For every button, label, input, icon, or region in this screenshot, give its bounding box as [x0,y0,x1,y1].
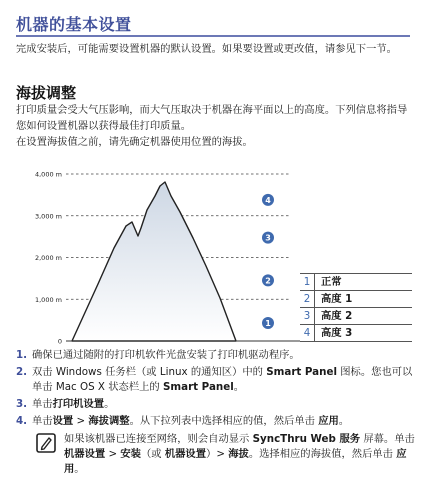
zone-badge-number: 4 [265,195,271,205]
zone-badges [262,194,274,329]
bold-term: 机器设置 [64,448,106,460]
altitude-tick-label: 2,000 m [34,254,62,262]
step-text [32,397,416,412]
step-text [32,348,416,363]
altitude-legend-number: 1 [303,276,311,288]
text-run: 确保已通过随附的打印机软件光盘安装了打印机驱动程序。 [32,349,300,361]
altitude-legend-separator [314,291,315,307]
step-number: 2. [16,366,28,378]
altitude-legend-row [300,308,412,325]
zone-badge-number: 1 [265,319,271,328]
altitude-legend-row [300,325,412,342]
text-run: 单击 [32,415,53,427]
mountain-shape [72,182,236,341]
step-item [16,348,416,363]
bold-term: 海拔调整 [88,415,130,427]
text-run: ）> [206,448,229,460]
step-item [16,365,416,395]
altitude-legend-label: 高度 3 [321,327,353,339]
page-title: 机器的基本设置 [16,15,132,34]
altitude-tick-label: 4,000 m [34,170,62,179]
altitude-tick-label: 1,000 m [34,295,62,304]
altitude-tick-labels [35,171,62,346]
text-run: 。选择相应的海拔值，然后单击 [248,448,397,460]
altitude-legend-row [300,274,412,291]
altitude-legend-number: 3 [303,310,311,322]
step-text [32,365,416,395]
step-number: 1. [16,349,28,361]
step-item [16,397,416,412]
altitude-legend-number: 2 [303,293,311,305]
altitude-legend-number: 4 [303,327,311,339]
intro-paragraph: 完成安装后，可能需要设置机器的默认设置。如果要设置或更改值，请参见下一节。 [16,43,397,55]
note-box [36,432,416,477]
altitude-legend-table [300,273,412,342]
text-run: 双击 Windows 任务栏（或 Linux 的通知区）中的 [32,366,267,378]
section-heading: 海拔调整 [16,84,77,102]
text-run: 单击 [32,398,53,410]
note-text [64,432,416,477]
bold-term: SyncThru Web 服务 [252,433,361,445]
altitude-legend-label: 正常 [321,276,342,288]
bold-term: 机器设置 [164,448,207,460]
text-run: 。 [338,415,350,427]
zone-badge-number: 2 [265,276,271,286]
step-item [16,414,416,429]
altitude-tick-label: 3,000 m [34,212,62,221]
section-paragraph: 打印质量会受大气压影响，而大气压取决于机器在海平面以上的高度。下列信息将指导您如何设置机器以获得最佳打印质量。 [16,104,408,132]
bold-term: 打印机设置 [52,398,105,410]
text-run: 。 [74,463,85,475]
bold-term: 应用 [64,448,407,475]
altitude-legend-label: 高度 1 [321,293,353,305]
text-run: 如果该机器已连接至网络，则会自动显示 [64,433,253,445]
text-run: 。从下拉列表中选择相应的值，然后单击 [129,415,319,427]
bold-term: 应用 [318,415,339,427]
text-run: 。 [104,398,115,410]
text-run: 图标。您也可以单击 Mac OS X 状态栏上的 [32,366,413,393]
step-text [32,414,416,429]
zone-badge-number: 3 [265,233,271,243]
bold-term: 安装 [120,448,141,460]
text-run: 。 [233,381,245,393]
step-number: 4. [16,415,28,427]
altitude-tick-label: 0 [57,337,62,346]
altitude-legend-separator [314,308,315,324]
step-number: 3. [16,398,28,410]
text-run: （或 [140,448,165,460]
bold-term: Smart Panel [163,381,234,393]
altitude-legend-separator [314,274,315,290]
steps-list [16,348,416,431]
bold-term: Smart Panel [266,366,337,378]
pencil-note-icon [36,433,56,453]
altitude-legend-row [300,291,412,308]
section-paragraph-2: 在设置海拔值之前，请先确定机器使用位置的海拔。 [16,136,253,148]
bold-term: 海拔 [228,448,249,460]
text-run: > [105,448,121,460]
altitude-legend-separator [314,325,315,341]
text-run: 屏幕。单击 [360,433,415,445]
text-run: > [73,415,89,427]
altitude-legend-label: 高度 2 [321,310,353,322]
bold-term: 设置 [52,415,74,427]
